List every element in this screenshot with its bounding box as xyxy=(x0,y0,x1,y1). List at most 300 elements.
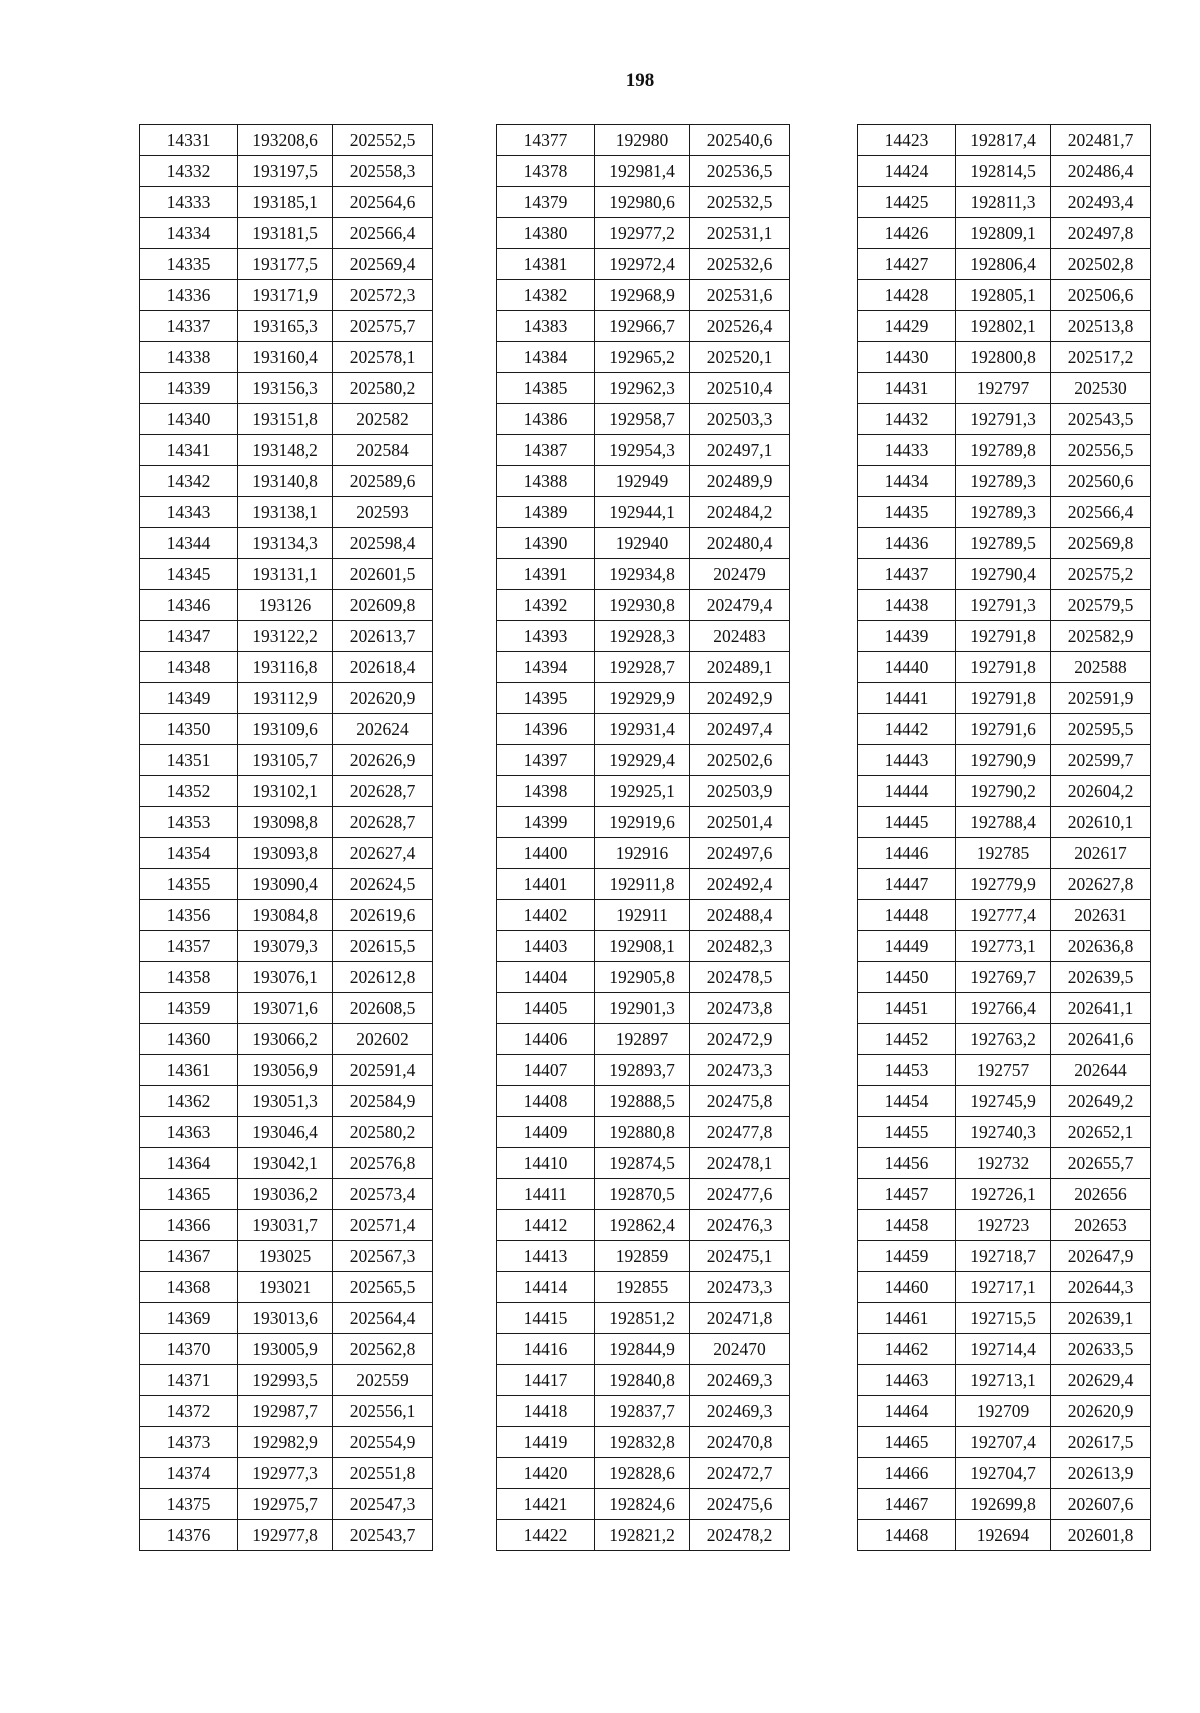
table-row xyxy=(497,559,790,590)
y-coordinate-cell: 202615,5 xyxy=(333,931,433,962)
x-coordinate-cell: 192977,3 xyxy=(238,1458,333,1489)
point-number-cell: 14343 xyxy=(140,497,238,528)
point-number-cell: 14350 xyxy=(140,714,238,745)
point-number-cell: 14369 xyxy=(140,1303,238,1334)
point-number-cell: 14412 xyxy=(497,1210,595,1241)
x-coordinate-cell: 192855 xyxy=(595,1272,690,1303)
y-coordinate-cell: 202601,8 xyxy=(1051,1520,1151,1551)
y-coordinate-cell: 202627,4 xyxy=(333,838,433,869)
table-row xyxy=(140,1427,433,1458)
table-row xyxy=(858,776,1151,807)
x-coordinate-cell: 193116,8 xyxy=(238,652,333,683)
y-coordinate-cell: 202510,4 xyxy=(690,373,790,404)
table-row xyxy=(858,652,1151,683)
x-coordinate-cell: 192789,3 xyxy=(956,497,1051,528)
y-coordinate-cell: 202593 xyxy=(333,497,433,528)
point-number-cell: 14468 xyxy=(858,1520,956,1551)
table-row xyxy=(497,1117,790,1148)
table-row xyxy=(497,590,790,621)
y-coordinate-cell: 202481,7 xyxy=(1051,125,1151,156)
point-number-cell: 14385 xyxy=(497,373,595,404)
point-number-cell: 14382 xyxy=(497,280,595,311)
point-number-cell: 14356 xyxy=(140,900,238,931)
table-row xyxy=(858,1489,1151,1520)
table-row xyxy=(497,962,790,993)
point-number-cell: 14430 xyxy=(858,342,956,373)
x-coordinate-cell: 193156,3 xyxy=(238,373,333,404)
y-coordinate-cell: 202629,4 xyxy=(1051,1365,1151,1396)
x-coordinate-cell: 192817,4 xyxy=(956,125,1051,156)
y-coordinate-cell: 202652,1 xyxy=(1051,1117,1151,1148)
x-coordinate-cell: 193134,3 xyxy=(238,528,333,559)
x-coordinate-cell: 192763,2 xyxy=(956,1024,1051,1055)
table-row xyxy=(140,218,433,249)
table-row xyxy=(140,435,433,466)
point-number-cell: 14403 xyxy=(497,931,595,962)
point-number-cell: 14393 xyxy=(497,621,595,652)
table-row xyxy=(858,528,1151,559)
point-number-cell: 14395 xyxy=(497,683,595,714)
y-coordinate-cell: 202493,4 xyxy=(1051,187,1151,218)
point-number-cell: 14386 xyxy=(497,404,595,435)
y-coordinate-cell: 202484,2 xyxy=(690,497,790,528)
x-coordinate-cell: 192791,8 xyxy=(956,683,1051,714)
point-number-cell: 14456 xyxy=(858,1148,956,1179)
point-number-cell: 14423 xyxy=(858,125,956,156)
table-row xyxy=(140,1396,433,1427)
x-coordinate-cell: 193208,6 xyxy=(238,125,333,156)
x-coordinate-cell: 193013,6 xyxy=(238,1303,333,1334)
x-coordinate-cell: 192949 xyxy=(595,466,690,497)
point-number-cell: 14367 xyxy=(140,1241,238,1272)
point-number-cell: 14401 xyxy=(497,869,595,900)
y-coordinate-cell: 202589,6 xyxy=(333,466,433,497)
point-number-cell: 14359 xyxy=(140,993,238,1024)
point-number-cell: 14462 xyxy=(858,1334,956,1365)
table-row xyxy=(497,931,790,962)
x-coordinate-cell: 193140,8 xyxy=(238,466,333,497)
table-row xyxy=(858,1365,1151,1396)
x-coordinate-cell: 192718,7 xyxy=(956,1241,1051,1272)
x-coordinate-cell: 192694 xyxy=(956,1520,1051,1551)
table-row xyxy=(497,311,790,342)
point-number-cell: 14357 xyxy=(140,931,238,962)
point-number-cell: 14414 xyxy=(497,1272,595,1303)
x-coordinate-cell: 192779,9 xyxy=(956,869,1051,900)
x-coordinate-cell: 193051,3 xyxy=(238,1086,333,1117)
table-row xyxy=(497,497,790,528)
point-number-cell: 14336 xyxy=(140,280,238,311)
y-coordinate-cell: 202562,8 xyxy=(333,1334,433,1365)
y-coordinate-cell: 202489,1 xyxy=(690,652,790,683)
table-row xyxy=(497,900,790,931)
point-number-cell: 14407 xyxy=(497,1055,595,1086)
point-number-cell: 14368 xyxy=(140,1272,238,1303)
x-coordinate-cell: 193165,3 xyxy=(238,311,333,342)
y-coordinate-cell: 202471,8 xyxy=(690,1303,790,1334)
y-coordinate-cell: 202488,4 xyxy=(690,900,790,931)
y-coordinate-cell: 202608,5 xyxy=(333,993,433,1024)
point-number-cell: 14434 xyxy=(858,466,956,497)
x-coordinate-cell: 192745,9 xyxy=(956,1086,1051,1117)
table-row xyxy=(140,404,433,435)
x-coordinate-cell: 192975,7 xyxy=(238,1489,333,1520)
table-row xyxy=(140,590,433,621)
x-coordinate-cell: 192785 xyxy=(956,838,1051,869)
x-coordinate-cell: 193098,8 xyxy=(238,807,333,838)
y-coordinate-cell: 202520,1 xyxy=(690,342,790,373)
y-coordinate-cell: 202473,3 xyxy=(690,1055,790,1086)
y-coordinate-cell: 202639,1 xyxy=(1051,1303,1151,1334)
point-number-cell: 14408 xyxy=(497,1086,595,1117)
table-row xyxy=(140,1117,433,1148)
x-coordinate-cell: 192930,8 xyxy=(595,590,690,621)
x-coordinate-cell: 193090,4 xyxy=(238,869,333,900)
table-row xyxy=(858,1241,1151,1272)
y-coordinate-cell: 202558,3 xyxy=(333,156,433,187)
point-number-cell: 14354 xyxy=(140,838,238,869)
x-coordinate-cell: 192958,7 xyxy=(595,404,690,435)
x-coordinate-cell: 193126 xyxy=(238,590,333,621)
x-coordinate-cell: 192805,1 xyxy=(956,280,1051,311)
point-number-cell: 14445 xyxy=(858,807,956,838)
table-row xyxy=(858,249,1151,280)
point-number-cell: 14360 xyxy=(140,1024,238,1055)
point-number-cell: 14446 xyxy=(858,838,956,869)
x-coordinate-cell: 192732 xyxy=(956,1148,1051,1179)
point-number-cell: 14419 xyxy=(497,1427,595,1458)
point-number-cell: 14463 xyxy=(858,1365,956,1396)
x-coordinate-cell: 193036,2 xyxy=(238,1179,333,1210)
table-row xyxy=(858,1427,1151,1458)
y-coordinate-cell: 202475,8 xyxy=(690,1086,790,1117)
y-coordinate-cell: 202492,4 xyxy=(690,869,790,900)
x-coordinate-cell: 193122,2 xyxy=(238,621,333,652)
table-row xyxy=(858,962,1151,993)
x-coordinate-cell: 192757 xyxy=(956,1055,1051,1086)
table-row xyxy=(140,466,433,497)
point-number-cell: 14405 xyxy=(497,993,595,1024)
x-coordinate-cell: 192790,4 xyxy=(956,559,1051,590)
table-row xyxy=(858,404,1151,435)
table-row xyxy=(858,1334,1151,1365)
x-coordinate-cell: 192982,9 xyxy=(238,1427,333,1458)
point-number-cell: 14346 xyxy=(140,590,238,621)
point-number-cell: 14337 xyxy=(140,311,238,342)
x-coordinate-cell: 192726,1 xyxy=(956,1179,1051,1210)
table-row xyxy=(140,1489,433,1520)
x-coordinate-cell: 192862,4 xyxy=(595,1210,690,1241)
x-coordinate-cell: 192911,8 xyxy=(595,869,690,900)
x-coordinate-cell: 192859 xyxy=(595,1241,690,1272)
y-coordinate-cell: 202513,8 xyxy=(1051,311,1151,342)
table-row xyxy=(497,1210,790,1241)
table-row xyxy=(140,807,433,838)
y-coordinate-cell: 202573,4 xyxy=(333,1179,433,1210)
y-coordinate-cell: 202656 xyxy=(1051,1179,1151,1210)
table-row xyxy=(858,1396,1151,1427)
table-row xyxy=(858,218,1151,249)
x-coordinate-cell: 193076,1 xyxy=(238,962,333,993)
y-coordinate-cell: 202477,8 xyxy=(690,1117,790,1148)
point-number-cell: 14379 xyxy=(497,187,595,218)
x-coordinate-cell: 192944,1 xyxy=(595,497,690,528)
y-coordinate-cell: 202470 xyxy=(690,1334,790,1365)
point-number-cell: 14338 xyxy=(140,342,238,373)
point-number-cell: 14424 xyxy=(858,156,956,187)
table-row xyxy=(497,125,790,156)
x-coordinate-cell: 192940 xyxy=(595,528,690,559)
point-number-cell: 14362 xyxy=(140,1086,238,1117)
point-number-cell: 14404 xyxy=(497,962,595,993)
y-coordinate-cell: 202649,2 xyxy=(1051,1086,1151,1117)
point-number-cell: 14339 xyxy=(140,373,238,404)
y-coordinate-cell: 202565,5 xyxy=(333,1272,433,1303)
table-row xyxy=(858,1117,1151,1148)
table-row xyxy=(497,652,790,683)
y-coordinate-cell: 202552,5 xyxy=(333,125,433,156)
x-coordinate-cell: 192977,2 xyxy=(595,218,690,249)
point-number-cell: 14465 xyxy=(858,1427,956,1458)
table-row xyxy=(858,280,1151,311)
y-coordinate-cell: 202560,6 xyxy=(1051,466,1151,497)
y-coordinate-cell: 202582,9 xyxy=(1051,621,1151,652)
y-coordinate-cell: 202588 xyxy=(1051,652,1151,683)
table-row xyxy=(140,311,433,342)
point-number-cell: 14392 xyxy=(497,590,595,621)
y-coordinate-cell: 202502,8 xyxy=(1051,249,1151,280)
table-row xyxy=(497,714,790,745)
x-coordinate-cell: 193112,9 xyxy=(238,683,333,714)
x-coordinate-cell: 192905,8 xyxy=(595,962,690,993)
table-row xyxy=(858,869,1151,900)
y-coordinate-cell: 202617,5 xyxy=(1051,1427,1151,1458)
y-coordinate-cell: 202567,3 xyxy=(333,1241,433,1272)
table-row xyxy=(858,745,1151,776)
table-row xyxy=(497,218,790,249)
y-coordinate-cell: 202624 xyxy=(333,714,433,745)
y-coordinate-cell: 202591,9 xyxy=(1051,683,1151,714)
y-coordinate-cell: 202578,1 xyxy=(333,342,433,373)
table-row xyxy=(858,714,1151,745)
table-row xyxy=(140,373,433,404)
table-row xyxy=(497,807,790,838)
y-coordinate-cell: 202551,8 xyxy=(333,1458,433,1489)
point-number-cell: 14361 xyxy=(140,1055,238,1086)
point-number-cell: 14431 xyxy=(858,373,956,404)
point-number-cell: 14457 xyxy=(858,1179,956,1210)
point-number-cell: 14370 xyxy=(140,1334,238,1365)
x-coordinate-cell: 192797 xyxy=(956,373,1051,404)
x-coordinate-cell: 192824,6 xyxy=(595,1489,690,1520)
table-row xyxy=(497,187,790,218)
point-number-cell: 14388 xyxy=(497,466,595,497)
table-row xyxy=(497,1334,790,1365)
x-coordinate-cell: 193185,1 xyxy=(238,187,333,218)
y-coordinate-cell: 202636,8 xyxy=(1051,931,1151,962)
table-row xyxy=(497,1396,790,1427)
x-coordinate-cell: 192828,6 xyxy=(595,1458,690,1489)
table-row xyxy=(858,559,1151,590)
table-row xyxy=(497,528,790,559)
point-number-cell: 14435 xyxy=(858,497,956,528)
coordinate-table-1 xyxy=(139,124,433,1551)
y-coordinate-cell: 202502,6 xyxy=(690,745,790,776)
y-coordinate-cell: 202556,1 xyxy=(333,1396,433,1427)
x-coordinate-cell: 192788,4 xyxy=(956,807,1051,838)
x-coordinate-cell: 192715,5 xyxy=(956,1303,1051,1334)
x-coordinate-cell: 192972,4 xyxy=(595,249,690,280)
y-coordinate-cell: 202530 xyxy=(1051,373,1151,404)
point-number-cell: 14440 xyxy=(858,652,956,683)
y-coordinate-cell: 202633,5 xyxy=(1051,1334,1151,1365)
y-coordinate-cell: 202503,9 xyxy=(690,776,790,807)
point-number-cell: 14425 xyxy=(858,187,956,218)
x-coordinate-cell: 192908,1 xyxy=(595,931,690,962)
x-coordinate-cell: 192806,4 xyxy=(956,249,1051,280)
y-coordinate-cell: 202631 xyxy=(1051,900,1151,931)
x-coordinate-cell: 192723 xyxy=(956,1210,1051,1241)
point-number-cell: 14429 xyxy=(858,311,956,342)
y-coordinate-cell: 202564,6 xyxy=(333,187,433,218)
x-coordinate-cell: 192993,5 xyxy=(238,1365,333,1396)
y-coordinate-cell: 202532,6 xyxy=(690,249,790,280)
point-number-cell: 14458 xyxy=(858,1210,956,1241)
y-coordinate-cell: 202478,1 xyxy=(690,1148,790,1179)
y-coordinate-cell: 202478,2 xyxy=(690,1520,790,1551)
point-number-cell: 14332 xyxy=(140,156,238,187)
table-row xyxy=(858,838,1151,869)
table-row xyxy=(497,435,790,466)
x-coordinate-cell: 192699,8 xyxy=(956,1489,1051,1520)
table-row xyxy=(497,1458,790,1489)
x-coordinate-cell: 193171,9 xyxy=(238,280,333,311)
table-row xyxy=(140,621,433,652)
x-coordinate-cell: 192773,1 xyxy=(956,931,1051,962)
x-coordinate-cell: 192791,3 xyxy=(956,590,1051,621)
x-coordinate-cell: 193105,7 xyxy=(238,745,333,776)
x-coordinate-cell: 192919,6 xyxy=(595,807,690,838)
table-row xyxy=(497,1024,790,1055)
table-row xyxy=(858,931,1151,962)
table-row xyxy=(497,1365,790,1396)
table-row xyxy=(858,590,1151,621)
table-row xyxy=(140,931,433,962)
x-coordinate-cell: 193160,4 xyxy=(238,342,333,373)
x-coordinate-cell: 193138,1 xyxy=(238,497,333,528)
point-number-cell: 14443 xyxy=(858,745,956,776)
y-coordinate-cell: 202584 xyxy=(333,435,433,466)
point-number-cell: 14416 xyxy=(497,1334,595,1365)
y-coordinate-cell: 202472,7 xyxy=(690,1458,790,1489)
table-row xyxy=(497,1055,790,1086)
point-number-cell: 14444 xyxy=(858,776,956,807)
table-row xyxy=(140,745,433,776)
y-coordinate-cell: 202492,9 xyxy=(690,683,790,714)
x-coordinate-cell: 192980 xyxy=(595,125,690,156)
y-coordinate-cell: 202617 xyxy=(1051,838,1151,869)
point-number-cell: 14453 xyxy=(858,1055,956,1086)
table-row xyxy=(140,249,433,280)
y-coordinate-cell: 202613,7 xyxy=(333,621,433,652)
x-coordinate-cell: 192809,1 xyxy=(956,218,1051,249)
y-coordinate-cell: 202475,6 xyxy=(690,1489,790,1520)
y-coordinate-cell: 202609,8 xyxy=(333,590,433,621)
y-coordinate-cell: 202628,7 xyxy=(333,776,433,807)
table-row xyxy=(140,528,433,559)
y-coordinate-cell: 202620,9 xyxy=(333,683,433,714)
y-coordinate-cell: 202613,9 xyxy=(1051,1458,1151,1489)
x-coordinate-cell: 192968,9 xyxy=(595,280,690,311)
point-number-cell: 14409 xyxy=(497,1117,595,1148)
x-coordinate-cell: 192880,8 xyxy=(595,1117,690,1148)
x-coordinate-cell: 193079,3 xyxy=(238,931,333,962)
x-coordinate-cell: 192790,2 xyxy=(956,776,1051,807)
y-coordinate-cell: 202554,9 xyxy=(333,1427,433,1458)
x-coordinate-cell: 192714,4 xyxy=(956,1334,1051,1365)
point-number-cell: 14438 xyxy=(858,590,956,621)
x-coordinate-cell: 193109,6 xyxy=(238,714,333,745)
y-coordinate-cell: 202612,8 xyxy=(333,962,433,993)
table-row xyxy=(858,342,1151,373)
point-number-cell: 14461 xyxy=(858,1303,956,1334)
table-row xyxy=(140,838,433,869)
table-row xyxy=(140,1458,433,1489)
x-coordinate-cell: 192789,5 xyxy=(956,528,1051,559)
y-coordinate-cell: 202601,5 xyxy=(333,559,433,590)
point-number-cell: 14333 xyxy=(140,187,238,218)
point-number-cell: 14384 xyxy=(497,342,595,373)
x-coordinate-cell: 192916 xyxy=(595,838,690,869)
coordinate-table-3 xyxy=(857,124,1151,1551)
table-row xyxy=(858,156,1151,187)
table-row xyxy=(858,1272,1151,1303)
point-number-cell: 14345 xyxy=(140,559,238,590)
point-number-cell: 14347 xyxy=(140,621,238,652)
y-coordinate-cell: 202626,9 xyxy=(333,745,433,776)
table-row xyxy=(858,1520,1151,1551)
y-coordinate-cell: 202506,6 xyxy=(1051,280,1151,311)
x-coordinate-cell: 192790,9 xyxy=(956,745,1051,776)
y-coordinate-cell: 202579,5 xyxy=(1051,590,1151,621)
point-number-cell: 14349 xyxy=(140,683,238,714)
y-coordinate-cell: 202531,1 xyxy=(690,218,790,249)
y-coordinate-cell: 202501,4 xyxy=(690,807,790,838)
table-row xyxy=(497,1489,790,1520)
x-coordinate-cell: 192901,3 xyxy=(595,993,690,1024)
table-row xyxy=(140,1303,433,1334)
table-row xyxy=(497,156,790,187)
x-coordinate-cell: 192766,4 xyxy=(956,993,1051,1024)
table-row xyxy=(140,869,433,900)
y-coordinate-cell: 202653 xyxy=(1051,1210,1151,1241)
x-coordinate-cell: 192987,7 xyxy=(238,1396,333,1427)
point-number-cell: 14358 xyxy=(140,962,238,993)
point-number-cell: 14455 xyxy=(858,1117,956,1148)
x-coordinate-cell: 192791,6 xyxy=(956,714,1051,745)
x-coordinate-cell: 192800,8 xyxy=(956,342,1051,373)
table-row xyxy=(858,807,1151,838)
y-coordinate-cell: 202486,4 xyxy=(1051,156,1151,187)
point-number-cell: 14417 xyxy=(497,1365,595,1396)
point-number-cell: 14432 xyxy=(858,404,956,435)
point-number-cell: 14466 xyxy=(858,1458,956,1489)
table-row xyxy=(140,1210,433,1241)
y-coordinate-cell: 202599,7 xyxy=(1051,745,1151,776)
x-coordinate-cell: 192789,8 xyxy=(956,435,1051,466)
point-number-cell: 14383 xyxy=(497,311,595,342)
point-number-cell: 14381 xyxy=(497,249,595,280)
